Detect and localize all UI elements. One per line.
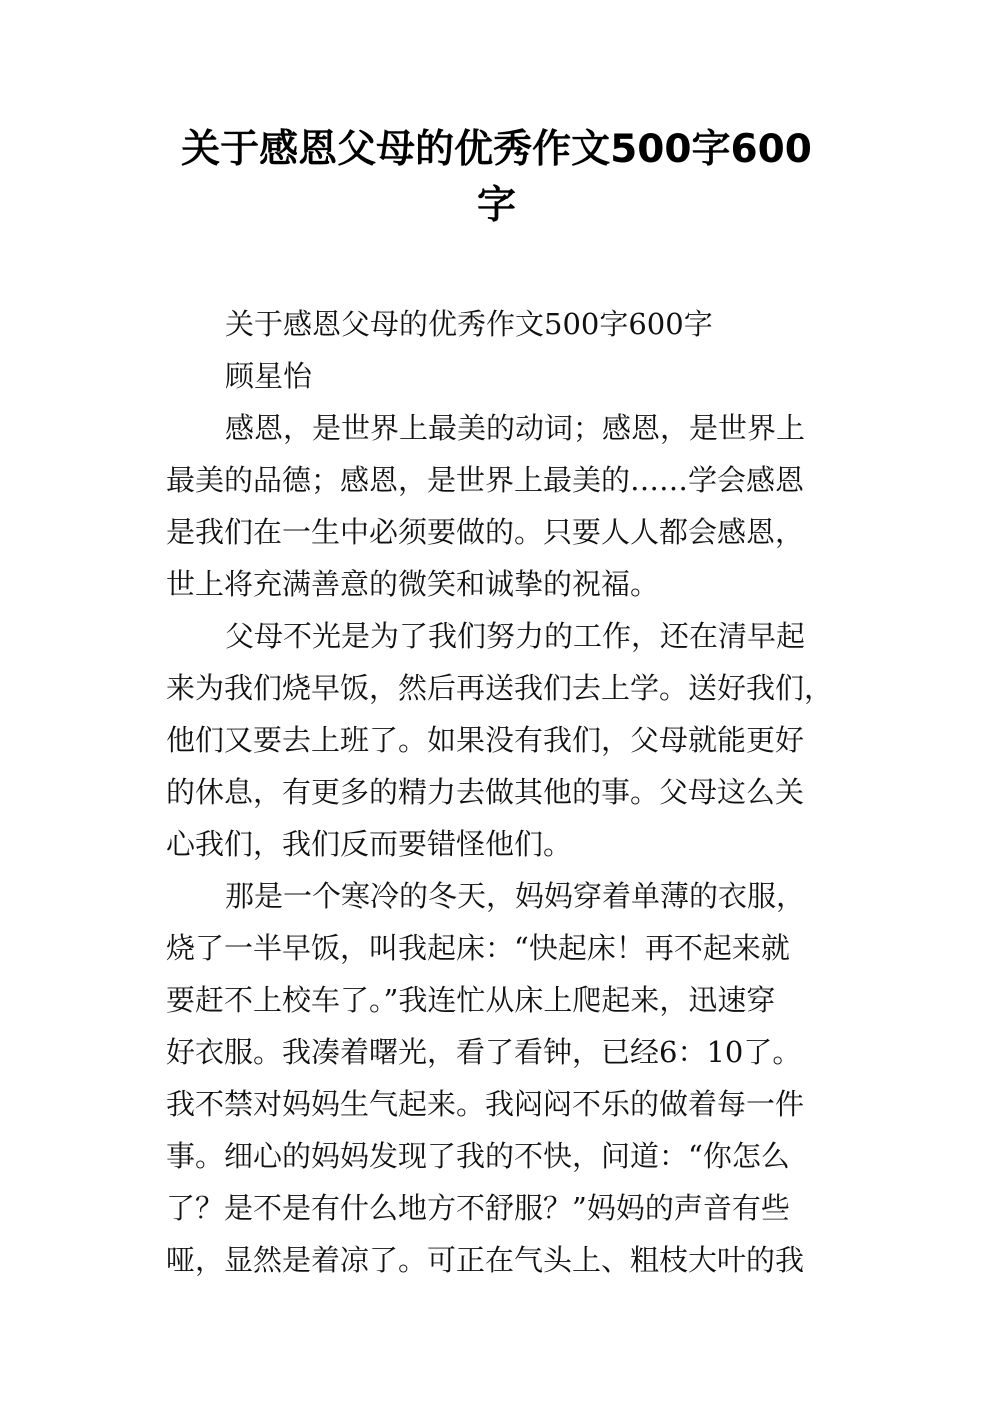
document-body bbox=[166, 298, 846, 1286]
document-subtitle: 关于感恩父母的优秀作文500字600字 bbox=[225, 307, 713, 341]
paragraph-line: 我不禁对妈妈生气起来。我闷闷不乐的做着每一件 bbox=[166, 1087, 805, 1121]
title-line-1: 关于感恩父母的优秀作文500字600 bbox=[181, 127, 812, 172]
paragraph-line: 烧了一半早饭，叫我起床：“快起床！再不起来就 bbox=[166, 931, 790, 965]
paragraph-line: 好衣服。我凑着曙光，看了看钟，已经6：10了。 bbox=[166, 1035, 802, 1069]
paragraph-line: 心我们，我们反而要错怪他们。 bbox=[166, 827, 573, 861]
document-title bbox=[120, 122, 873, 234]
paragraph-line: 父母不光是为了我们努力的工作，还在清早起 bbox=[225, 619, 806, 653]
paragraph-line: 感恩，是世界上最美的动词；感恩，是世界上 bbox=[225, 411, 806, 445]
paragraph-line: 他们又要去上班了。如果没有我们，父母就能更好 bbox=[166, 723, 805, 757]
paragraph-line: 了？是不是有什么地方不舒服？”妈妈的声音有些 bbox=[166, 1191, 790, 1225]
paragraph-line: 最美的品德；感恩，是世界上最美的……学会感恩 bbox=[166, 463, 805, 497]
paragraph-2 bbox=[166, 610, 846, 870]
paragraph-line: 世上将充满善意的微笑和诚挚的祝福。 bbox=[166, 567, 660, 601]
paragraph-3 bbox=[166, 870, 846, 1286]
title-line-2: 字 bbox=[476, 183, 516, 228]
paragraph-line: 要赶不上校车了。”我连忙从床上爬起来，迅速穿 bbox=[166, 983, 776, 1017]
paragraph-line: 哑，显然是着凉了。可正在气头上、粗枝大叶的我 bbox=[166, 1243, 805, 1277]
paragraph-line: 是我们在一生中必须要做的。只要人人都会感恩， bbox=[166, 515, 805, 549]
paragraph-line: 来为我们烧早饭，然后再送我们去上学。送好我们， bbox=[166, 671, 834, 705]
paragraph-line: 的休息，有更多的精力去做其他的事。父母这么关 bbox=[166, 775, 805, 809]
paragraph-line: 事。细心的妈妈发现了我的不快，问道：“你怎么 bbox=[166, 1139, 790, 1173]
paragraph-1 bbox=[166, 402, 846, 610]
paragraph-line: 那是一个寒冷的冬天，妈妈穿着单薄的衣服， bbox=[225, 879, 806, 913]
document-author: 顾星怡 bbox=[225, 359, 313, 393]
